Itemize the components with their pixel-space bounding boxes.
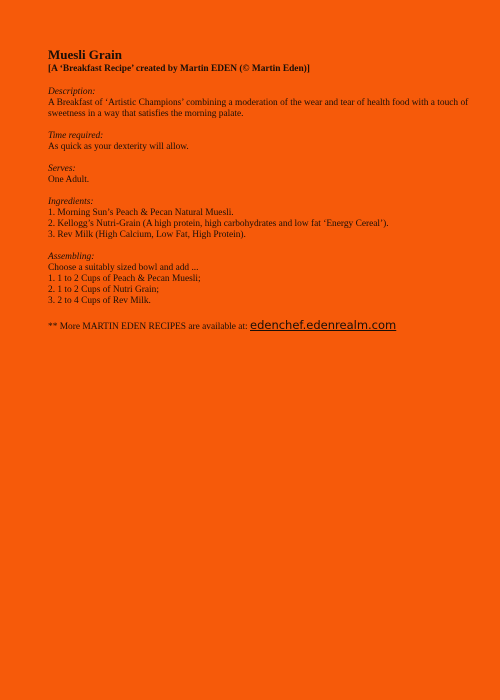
recipe-subtitle: [A ‘Breakfast Recipe’ created by Martin EDEN (© Martin Eden)] xyxy=(48,64,310,74)
assembling-step: 2. 1 to 2 Cups of Nutri Grain; xyxy=(48,285,159,295)
serves-heading: Serves: xyxy=(48,164,76,174)
description-section xyxy=(48,87,470,120)
more-recipes-line xyxy=(48,318,470,334)
ingredient-item: 3. Rev Milk (High Calcium, Low Fat, High Protein). xyxy=(48,230,246,240)
serves-text: One Adult. xyxy=(48,175,90,185)
assembling-step: 1. 1 to 2 Cups of Peach & Pecan Muesli; xyxy=(48,274,201,284)
time-text: As quick as your dexterity will allow. xyxy=(48,142,189,152)
ingredient-item: 1. Morning Sun’s Peach & Pecan Natural Muesli. xyxy=(48,208,234,218)
time-heading: Time required: xyxy=(48,131,104,141)
more-recipes-prefix: ** More MARTIN EDEN RECIPES are available at: xyxy=(48,322,250,332)
assembling-intro: Choose a suitably sized bowl and add ... xyxy=(48,263,199,273)
assembling-heading: Assembling: xyxy=(48,252,95,262)
recipe-title: Muesli Grain xyxy=(48,47,123,62)
assembling-section xyxy=(48,252,470,307)
time-section xyxy=(48,131,470,153)
ingredient-item: 2. Kellogg’s Nutri-Grain (A high protein, high carbohydrates and low fat ‘Energy Cereal’). xyxy=(48,219,389,229)
description-text: A Breakfast of ‘Artistic Champions’ combining a moderation of the wear and tear of health food with a touch of sweetness in a way that satisfies the morning palate. xyxy=(48,98,469,119)
ingredients-heading: Ingredients: xyxy=(48,197,94,207)
ingredients-section xyxy=(48,197,470,241)
assembling-step: 3. 2 to 4 Cups of Rev Milk. xyxy=(48,296,151,306)
description-heading: Description: xyxy=(48,87,96,97)
serves-section xyxy=(48,164,470,186)
more-recipes-link[interactable]: edenchef.edenrealm.com xyxy=(250,318,397,332)
